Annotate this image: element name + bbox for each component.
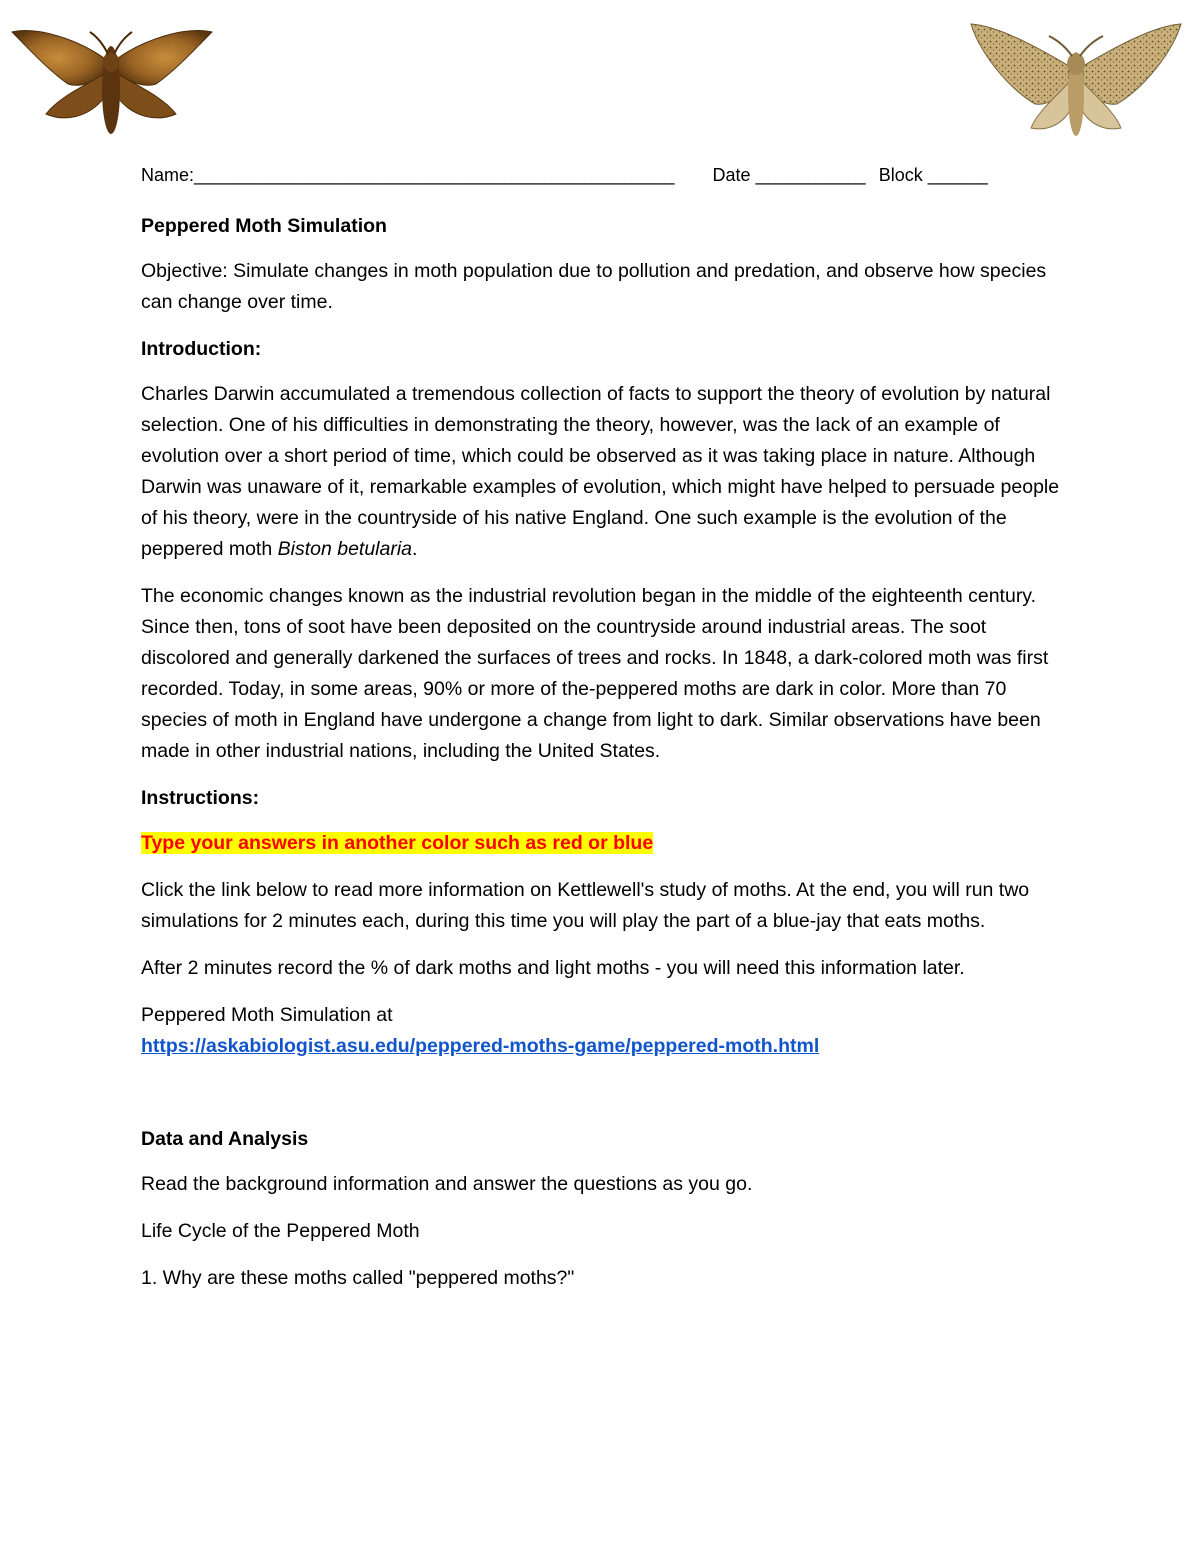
introduction-paragraph-1-text: Charles Darwin accumulated a tremendous collection of facts to support the theory of evolution by natural selection. One of his difficulties in demonstrating the theory, however, was the lack of an example of evolution over a short period of time, which could be observed as it was taking place in nature. Although Darwin was unaware of it, remarkable examples of evolution, which might have helped to persuade people of his theory, were in the countryside of his native England. One such example is the evolution of the peppered moth [141,383,1060,560]
worksheet-title: Peppered Moth Simulation [141,215,387,237]
simulation-link[interactable]: https://askabiologist.asu.edu/peppered-moths-game/peppered-moth.html [141,1035,820,1057]
instructions-paragraph-2: After 2 minutes record the % of dark moths and light moths - you will need this information later. [141,957,965,979]
introduction-heading: Introduction: [141,338,262,360]
name-label: Name: [141,165,195,185]
introduction-paragraph-2: The economic changes known as the industrial revolution began in the middle of the eighteenth century. Since then, tons of soot have been deposited on the countryside around industrial areas. The soot discolored and generally darkened the surfaces of trees and rocks. In 1848, a dark-colored moth was first recorded. Today, in some areas, 90% or more of the-peppered moths are dark in color. More than 70 species of moth in England have undergone a change from light to dark. Similar observations have been made in other industrial nations, including the United States. [141,585,1049,762]
data-analysis-heading: Data and Analysis [141,1128,309,1150]
worksheet-content [141,160,1061,1310]
answer-color-notice: Type your answers in another color such as red or blue [141,832,654,854]
instructions-heading: Instructions: [141,787,260,809]
block-label: Block [878,165,923,185]
name-blank[interactable]: ________________________________________________ [194,165,675,185]
data-analysis-paragraph-1: Read the background information and answer the questions as you go. [141,1173,753,1195]
peppered-moth-icon [965,16,1187,142]
date-label: Date [712,165,751,185]
question-1: 1. Why are these moths called "peppered moths?" [141,1267,575,1289]
spacer [141,1078,1061,1124]
introduction-paragraph-1-end: . [412,538,418,560]
instructions-paragraph-1: Click the link below to read more information on Kettlewell's study of moths. At the end, you will run two simulations for 2 minutes each, during this time you will play the part of a blue-jay that eats moths. [141,879,1030,932]
simulation-label: Peppered Moth Simulation at [141,1004,393,1026]
simulation-link-block [141,1000,1061,1062]
introduction-paragraph-1 [141,379,1061,565]
block-blank[interactable]: ______ [927,165,988,185]
objective-text: Objective: Simulate changes in moth population due to pollution and predation, and observe how species can change over time. [141,260,1047,313]
species-name: Biston betularia [277,538,413,560]
student-info-line [141,160,1061,191]
life-cycle-subheading: Life Cycle of the Peppered Moth [141,1220,420,1242]
instructions-highlight-line [141,828,1061,859]
date-blank[interactable]: ___________ [755,165,866,185]
dark-moth-icon [8,18,216,140]
